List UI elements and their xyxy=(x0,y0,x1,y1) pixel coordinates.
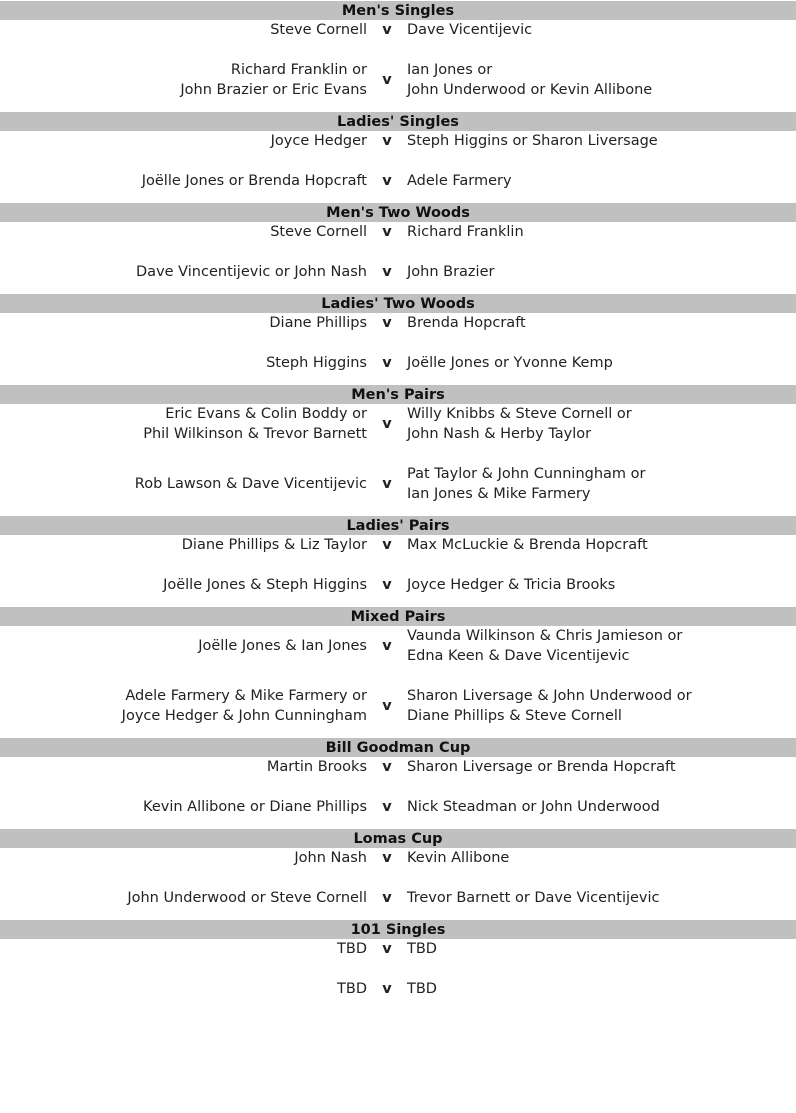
versus-label: v xyxy=(382,264,392,280)
section-title: Ladies' Pairs xyxy=(0,516,796,535)
versus-label: v xyxy=(382,224,392,240)
match-spacer xyxy=(0,444,796,464)
home-player xyxy=(0,636,367,656)
versus-label: v xyxy=(382,537,392,553)
player-line: Steve Cornell xyxy=(270,224,367,240)
match-spacer xyxy=(0,40,796,60)
player-line: John Brazier xyxy=(407,264,495,280)
versus-label: v xyxy=(382,850,392,866)
away-player xyxy=(407,757,796,777)
competition-section xyxy=(0,385,796,514)
versus-label: v xyxy=(382,133,392,149)
home-player xyxy=(0,474,367,494)
home-player xyxy=(0,888,367,908)
player-line: Willy Knibbs & Steve Cornell or xyxy=(407,406,632,422)
section-spacer xyxy=(0,504,796,514)
home-player xyxy=(0,60,367,100)
home-player xyxy=(0,222,367,242)
match-spacer xyxy=(0,777,796,797)
home-player xyxy=(0,797,367,817)
home-player xyxy=(0,171,367,191)
player-line: Phil Wilkinson & Trevor Barnett xyxy=(143,426,367,442)
player-line: Dave Vincentijevic or John Nash xyxy=(136,264,367,280)
player-line: TBD xyxy=(337,981,367,997)
section-spacer xyxy=(0,908,796,918)
competition-section xyxy=(0,920,796,999)
away-player xyxy=(407,575,796,595)
match-spacer xyxy=(0,151,796,171)
player-line: Steph Higgins xyxy=(266,355,367,371)
match-row xyxy=(0,353,796,373)
player-line: Kevin Allibone xyxy=(407,850,510,866)
player-line: John Nash xyxy=(294,850,367,866)
player-line: Richard Franklin or xyxy=(230,62,367,78)
away-player xyxy=(407,262,796,282)
match-row xyxy=(0,262,796,282)
player-line: Max McLuckie & Brenda Hopcraft xyxy=(407,537,648,553)
section-title: Men's Singles xyxy=(0,1,796,20)
match-spacer xyxy=(0,555,796,575)
match-row xyxy=(0,131,796,151)
player-line: Sharon Liversage & John Underwood or xyxy=(407,688,692,704)
player-line: TBD xyxy=(407,941,437,957)
versus-label: v xyxy=(382,355,392,371)
match-row xyxy=(0,313,796,333)
away-player xyxy=(407,404,796,444)
away-player xyxy=(407,20,796,40)
player-line: Adele Farmery xyxy=(407,173,512,189)
section-title: Ladies' Two Woods xyxy=(0,294,796,313)
away-player xyxy=(407,797,796,817)
section-title: Men's Two Woods xyxy=(0,203,796,222)
match-row xyxy=(0,888,796,908)
player-line: Adele Farmery & Mike Farmery or xyxy=(125,688,367,704)
section-title: Mixed Pairs xyxy=(0,607,796,626)
section-title: Bill Goodman Cup xyxy=(0,738,796,757)
match-spacer xyxy=(0,333,796,353)
section-title: Ladies' Singles xyxy=(0,112,796,131)
competition-section xyxy=(0,516,796,605)
player-line: Richard Franklin xyxy=(407,224,524,240)
section-title: Men's Pairs xyxy=(0,385,796,404)
home-player xyxy=(0,131,367,151)
player-line: Edna Keen & Dave Vicentijevic xyxy=(407,648,630,664)
competition-section xyxy=(0,607,796,736)
match-spacer xyxy=(0,959,796,979)
home-player xyxy=(0,404,367,444)
player-line: Trevor Barnett or Dave Vicentijevic xyxy=(407,890,660,906)
player-line: Kevin Allibone or Diane Phillips xyxy=(143,799,367,815)
versus-label: v xyxy=(382,577,392,593)
versus-label: v xyxy=(382,799,392,815)
home-player xyxy=(0,262,367,282)
match-row xyxy=(0,20,796,40)
player-line: Diane Phillips & Steve Cornell xyxy=(407,708,622,724)
player-line: Diane Phillips xyxy=(269,315,367,331)
section-spacer xyxy=(0,817,796,827)
player-line: Joyce Hedger xyxy=(270,133,367,149)
away-player xyxy=(407,464,796,504)
player-line: Nick Steadman or John Underwood xyxy=(407,799,660,815)
versus-label: v xyxy=(382,173,392,189)
section-spacer xyxy=(0,100,796,110)
player-line: Sharon Liversage or Brenda Hopcraft xyxy=(407,759,676,775)
home-player xyxy=(0,353,367,373)
section-title: 101 Singles xyxy=(0,920,796,939)
home-player xyxy=(0,939,367,959)
away-player xyxy=(407,626,796,666)
match-row xyxy=(0,686,796,726)
match-row xyxy=(0,757,796,777)
player-line: Vaunda Wilkinson & Chris Jamieson or xyxy=(407,628,683,644)
competition-section xyxy=(0,294,796,383)
player-line: Martin Brooks xyxy=(266,759,367,775)
home-player xyxy=(0,575,367,595)
match-row xyxy=(0,222,796,242)
match-row xyxy=(0,797,796,817)
section-spacer xyxy=(0,282,796,292)
player-line: Rob Lawson & Dave Vicentijevic xyxy=(134,476,367,492)
home-player xyxy=(0,313,367,333)
away-player xyxy=(407,131,796,151)
versus-label: v xyxy=(382,941,392,957)
player-line: John Nash & Herby Taylor xyxy=(407,426,592,442)
player-line: John Underwood or Steve Cornell xyxy=(127,890,367,906)
home-player xyxy=(0,535,367,555)
versus-label: v xyxy=(382,638,392,654)
home-player xyxy=(0,848,367,868)
player-line: Joëlle Jones or Brenda Hopcraft xyxy=(141,173,367,189)
player-line: Steph Higgins or Sharon Liversage xyxy=(407,133,658,149)
away-player xyxy=(407,353,796,373)
versus-label: v xyxy=(382,759,392,775)
versus-label: v xyxy=(382,416,392,432)
away-player xyxy=(407,686,796,726)
versus-label: v xyxy=(382,476,392,492)
versus-label: v xyxy=(382,22,392,38)
away-player xyxy=(407,222,796,242)
player-line: Ian Jones or xyxy=(407,62,493,78)
match-row xyxy=(0,939,796,959)
competition-section xyxy=(0,203,796,292)
home-player xyxy=(0,686,367,726)
player-line: Joëlle Jones or Yvonne Kemp xyxy=(407,355,613,371)
match-row xyxy=(0,464,796,504)
player-line: Ian Jones & Mike Farmery xyxy=(407,486,591,502)
home-player xyxy=(0,757,367,777)
match-spacer xyxy=(0,666,796,686)
versus-label: v xyxy=(382,315,392,331)
match-row xyxy=(0,171,796,191)
player-line: Steve Cornell xyxy=(270,22,367,38)
competition-section xyxy=(0,1,796,110)
away-player xyxy=(407,939,796,959)
player-line: Brenda Hopcraft xyxy=(407,315,526,331)
home-player xyxy=(0,979,367,999)
away-player xyxy=(407,171,796,191)
match-row xyxy=(0,575,796,595)
player-line: Joyce Hedger & John Cunningham xyxy=(121,708,367,724)
away-player xyxy=(407,979,796,999)
section-spacer xyxy=(0,595,796,605)
versus-label: v xyxy=(382,890,392,906)
away-player xyxy=(407,888,796,908)
home-player xyxy=(0,20,367,40)
player-line: Joëlle Jones & Ian Jones xyxy=(198,638,367,654)
versus-label: v xyxy=(382,72,392,88)
versus-label: v xyxy=(382,698,392,714)
player-line: John Underwood or Kevin Allibone xyxy=(407,82,653,98)
match-row xyxy=(0,626,796,666)
player-line: Joyce Hedger & Tricia Brooks xyxy=(407,577,616,593)
section-spacer xyxy=(0,726,796,736)
match-spacer xyxy=(0,868,796,888)
player-line: TBD xyxy=(407,981,437,997)
match-row xyxy=(0,979,796,999)
match-spacer xyxy=(0,242,796,262)
competition-section xyxy=(0,112,796,201)
player-line: TBD xyxy=(337,941,367,957)
match-row xyxy=(0,404,796,444)
player-line: Pat Taylor & John Cunningham or xyxy=(407,466,646,482)
away-player xyxy=(407,313,796,333)
player-line: Dave Vicentijevic xyxy=(407,22,533,38)
player-line: Joëlle Jones & Steph Higgins xyxy=(163,577,367,593)
section-title: Lomas Cup xyxy=(0,829,796,848)
versus-label: v xyxy=(382,981,392,997)
player-line: Diane Phillips & Liz Taylor xyxy=(181,537,367,553)
away-player xyxy=(407,848,796,868)
player-line: Eric Evans & Colin Boddy or xyxy=(165,406,367,422)
section-spacer xyxy=(0,373,796,383)
away-player xyxy=(407,535,796,555)
fixtures-list xyxy=(0,1,796,999)
competition-section xyxy=(0,738,796,827)
competition-section xyxy=(0,829,796,918)
away-player xyxy=(407,60,796,100)
match-row xyxy=(0,848,796,868)
player-line: John Brazier or Eric Evans xyxy=(180,82,367,98)
match-row xyxy=(0,535,796,555)
section-spacer xyxy=(0,191,796,201)
match-row xyxy=(0,60,796,100)
